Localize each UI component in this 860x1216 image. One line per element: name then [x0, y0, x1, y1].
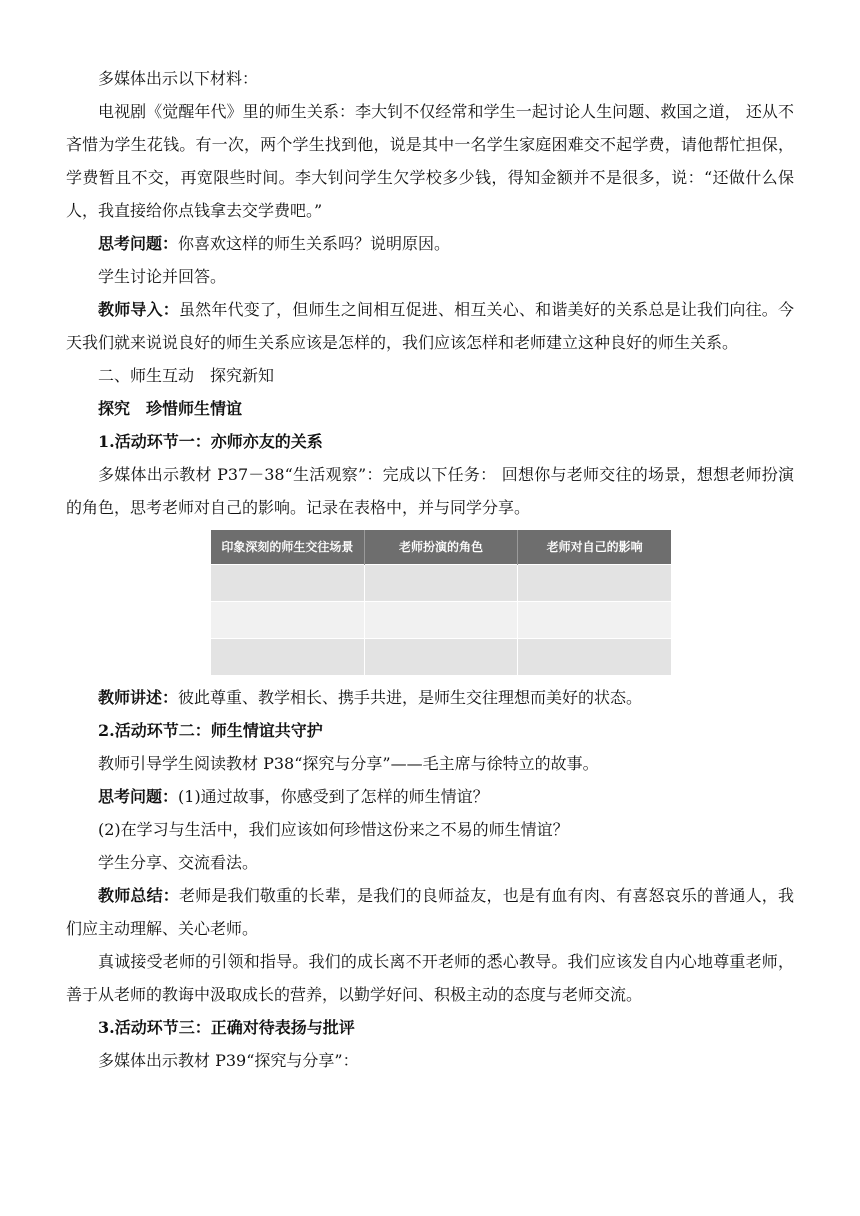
table-cell[interactable] — [518, 639, 671, 676]
paragraph-discussion: 学生讨论并回答。 — [98, 267, 227, 286]
paragraph-intro: 多媒体出示以下材料： — [98, 69, 259, 88]
table-cell[interactable] — [211, 565, 364, 602]
table-row — [211, 565, 671, 602]
label-teacher-intro: 教师导入： — [98, 300, 179, 319]
record-table — [211, 530, 671, 675]
teacher-summary-text: 老师是我们敬重的长辈，是我们的良师益友，也是有血有肉、有喜怒哀乐的普通人，我们应主动理解、关心老师。 — [66, 886, 794, 938]
table-cell[interactable] — [364, 639, 517, 676]
table-header-row — [211, 530, 671, 565]
paragraph-teacher-summary — [66, 879, 794, 945]
label-teacher-lecture: 教师讲述： — [98, 688, 179, 707]
activity-3-heading: 3.活动环节三：正确对待表扬与批评 — [98, 1018, 355, 1037]
table-cell[interactable] — [211, 602, 364, 639]
paragraph-activity-3: 多媒体出示教材 P39“探究与分享”： — [98, 1051, 359, 1070]
explore-heading: 探究 珍惜师生情谊 — [98, 399, 243, 418]
table-header-role: 老师扮演的角色 — [364, 530, 517, 565]
teacher-lecture-text: 彼此尊重、教学相长、携手共进，是师生交往理想而美好的状态。 — [178, 688, 643, 707]
paragraph-question-1 — [66, 227, 794, 260]
table-row — [211, 639, 671, 676]
paragraph-teacher-lecture — [66, 681, 794, 714]
table-cell[interactable] — [364, 602, 517, 639]
label-teacher-summary: 教师总结： — [98, 886, 179, 905]
activity-1-heading: 1.活动环节一：亦师亦友的关系 — [98, 432, 323, 451]
label-question-2: 思考问题： — [98, 787, 179, 806]
label-question: 思考问题： — [98, 234, 179, 253]
section-heading-2: 二、师生互动 探究新知 — [98, 366, 275, 385]
question-2-text: (1)通过故事，你感受到了怎样的师生情谊？ — [178, 787, 489, 806]
record-table-wrap — [211, 530, 671, 675]
paragraph-activity-2: 教师引导学生阅读教材 P38“探究与分享”——毛主席与徐特立的故事。 — [98, 754, 599, 773]
paragraph-activity-1: 多媒体出示教材 P37－38“生活观察”：完成以下任务： 回想你与老师交往的场景，想想老师扮演的角色，思考老师对自己的影响。记录在表格中，并与同学分享。 — [66, 465, 794, 517]
table-cell[interactable] — [211, 639, 364, 676]
activity-2-heading: 2.活动环节二：师生情谊共守护 — [98, 721, 323, 740]
table-header-influence: 老师对自己的影响 — [518, 530, 671, 565]
paragraph-teacher-intro — [66, 293, 794, 359]
paragraph-story: 电视剧《觉醒年代》里的师生关系：李大钊不仅经常和学生一起讨论人生问题、救国之道， 还从不吝惜为学生花钱。有一次，两个学生找到他，说是其中一名学生家庭困难交不起学费，请他帮忙担保，学费暂且不交，再宽限些时间。李大钊问学生欠学校多少钱，得知金额并不是很多，说：“还做什么保人，我直接给你点钱拿去交学费吧。” — [66, 102, 794, 220]
table-row — [211, 602, 671, 639]
table-header-scene: 印象深刻的师生交往场景 — [211, 530, 364, 565]
paragraph-accept-guidance: 真诚接受老师的引领和指导。我们的成长离不开老师的悉心教导。我们应该发自内心地尊重老师，善于从老师的教诲中汲取成长的营养，以勤学好问、积极主动的态度与老师交流。 — [66, 952, 794, 1004]
table-cell[interactable] — [518, 565, 671, 602]
paragraph-question-2 — [66, 780, 794, 813]
table-cell[interactable] — [518, 602, 671, 639]
paragraph-share: 学生分享、交流看法。 — [98, 853, 259, 872]
question-text: 你喜欢这样的师生关系吗？说明原因。 — [178, 234, 451, 253]
table-cell[interactable] — [364, 565, 517, 602]
paragraph-question-2b: (2)在学习与生活中，我们应该如何珍惜这份来之不易的师生情谊？ — [98, 820, 569, 839]
teacher-intro-text: 虽然年代变了，但师生之间相互促进、相互关心、和谐美好的关系总是让我们向往。今天我们就来说说良好的师生关系应该是怎样的，我们应该怎样和老师建立这种良好的师生关系。 — [66, 300, 794, 352]
